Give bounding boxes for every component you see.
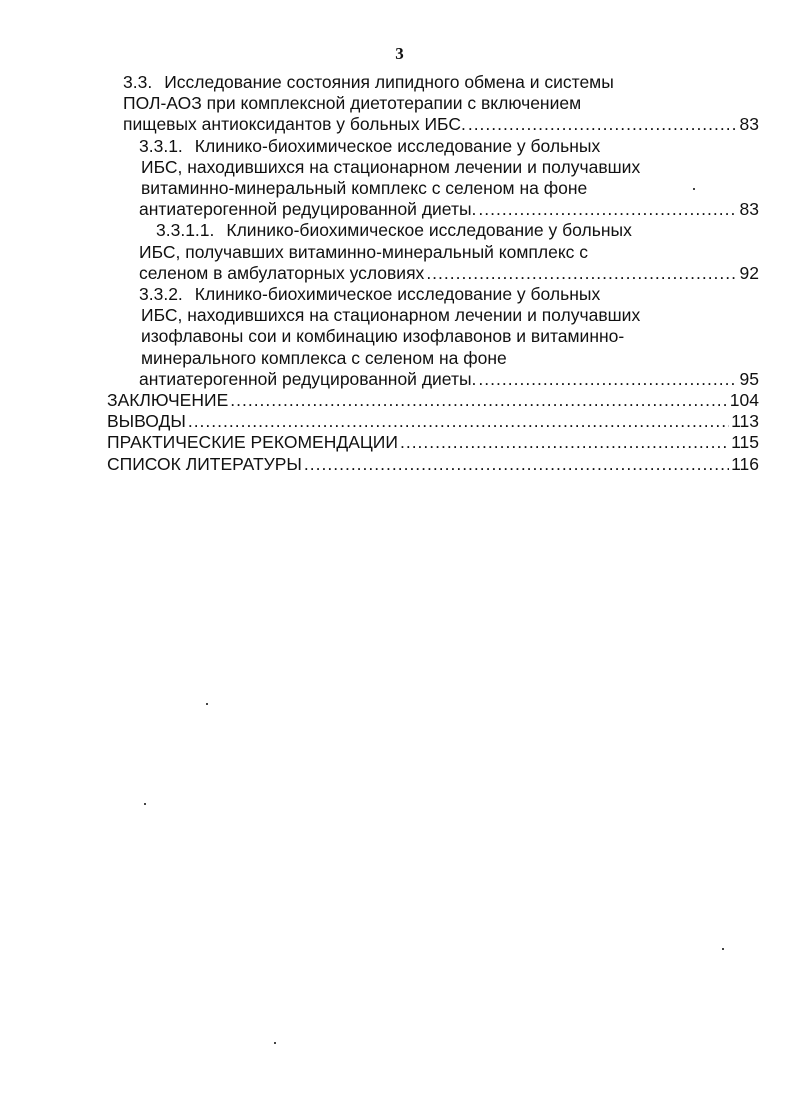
scan-speck <box>274 1042 276 1044</box>
toc-page-number: 83 <box>739 199 759 220</box>
toc-entry-line: изофлавоны сои и комбинацию изофлавонов и витаминно- <box>141 326 625 347</box>
toc-entry-3-3-2[interactable] <box>139 284 799 390</box>
dot-leader <box>400 432 729 453</box>
toc-entry-line: минерального комплекса с селеном на фоне <box>141 347 507 368</box>
toc-page-number: 113 <box>731 411 759 432</box>
toc-page-number: 95 <box>739 368 759 389</box>
toc-entry-line: Клинико-биохимическое исследование у больных <box>194 135 601 156</box>
dot-leader <box>478 199 737 220</box>
toc-page-number: 104 <box>729 390 759 411</box>
scan-speck <box>722 948 724 950</box>
dot-leader <box>468 114 737 135</box>
toc-entry-line: Исследование состояния липидного обмена и системы <box>164 72 614 92</box>
dot-leader <box>304 454 729 475</box>
dot-leader <box>188 411 729 432</box>
toc-entry-recommendations[interactable] <box>107 432 799 453</box>
toc-entry-line: ВЫВОДЫ <box>107 411 186 432</box>
toc-entry-line: ПОЛ-АОЗ при комплексной диетотерапии с включением <box>123 93 582 114</box>
toc-entry-line: СПИСОК ЛИТЕРАТУРЫ <box>107 453 302 474</box>
toc-entry-line: ЗАКЛЮЧЕНИЕ <box>107 390 229 411</box>
page-number: 3 <box>395 44 404 63</box>
dot-leader <box>478 369 737 390</box>
toc-entry-3-3[interactable] <box>123 72 799 136</box>
toc-entry-3-3-1[interactable] <box>139 136 799 221</box>
scan-speck <box>144 803 146 805</box>
toc-entry-number: 3.3.1.1. <box>156 220 215 241</box>
toc-entry-line: пищевых антиоксидантов у больных ИБС. <box>123 114 466 135</box>
toc-entry-line: Клинико-биохимическое исследование у больных <box>194 284 601 305</box>
table-of-contents <box>0 72 799 475</box>
toc-page-number: 115 <box>731 432 759 453</box>
dot-leader <box>230 390 728 411</box>
toc-entry-line: ИБС, находившихся на стационарном лечении и получавших <box>141 305 641 326</box>
toc-entry-3-3-1-1[interactable] <box>139 220 799 284</box>
toc-entry-line: ИБС, находившихся на стационарном лечении и получавших <box>141 156 641 177</box>
toc-entry-line: ИБС, получавших витаминно-минеральный комплекс с <box>139 241 589 262</box>
scan-speck <box>206 703 208 705</box>
toc-entry-conclusion[interactable] <box>107 390 799 411</box>
toc-page-number: 116 <box>731 453 759 474</box>
toc-entry-number: 3.3.2. <box>139 284 183 305</box>
toc-entry-line: витаминно-минеральный комплекс с селеном на фоне <box>141 178 588 199</box>
toc-entry-line: Клинико-биохимическое исследование у больных <box>226 220 632 241</box>
toc-entry-line: ПРАКТИЧЕСКИЕ РЕКОМЕНДАЦИИ <box>107 432 398 453</box>
toc-entry-line: селеном в амбулаторных условиях <box>139 262 425 283</box>
toc-entry-number: 3.3.1. <box>139 135 183 156</box>
toc-entry-bibliography[interactable] <box>107 454 799 475</box>
dot-leader <box>426 263 737 284</box>
toc-entry-findings[interactable] <box>107 411 799 432</box>
toc-page-number: 92 <box>739 262 759 283</box>
toc-entry-line: антиатерогенной редуцированной диеты. <box>139 368 477 389</box>
scan-speck <box>693 188 695 190</box>
toc-entry-line: антиатерогенной редуцированной диеты. <box>139 199 477 220</box>
toc-entry-number: 3.3. <box>123 72 153 92</box>
toc-page-number: 83 <box>739 114 759 135</box>
